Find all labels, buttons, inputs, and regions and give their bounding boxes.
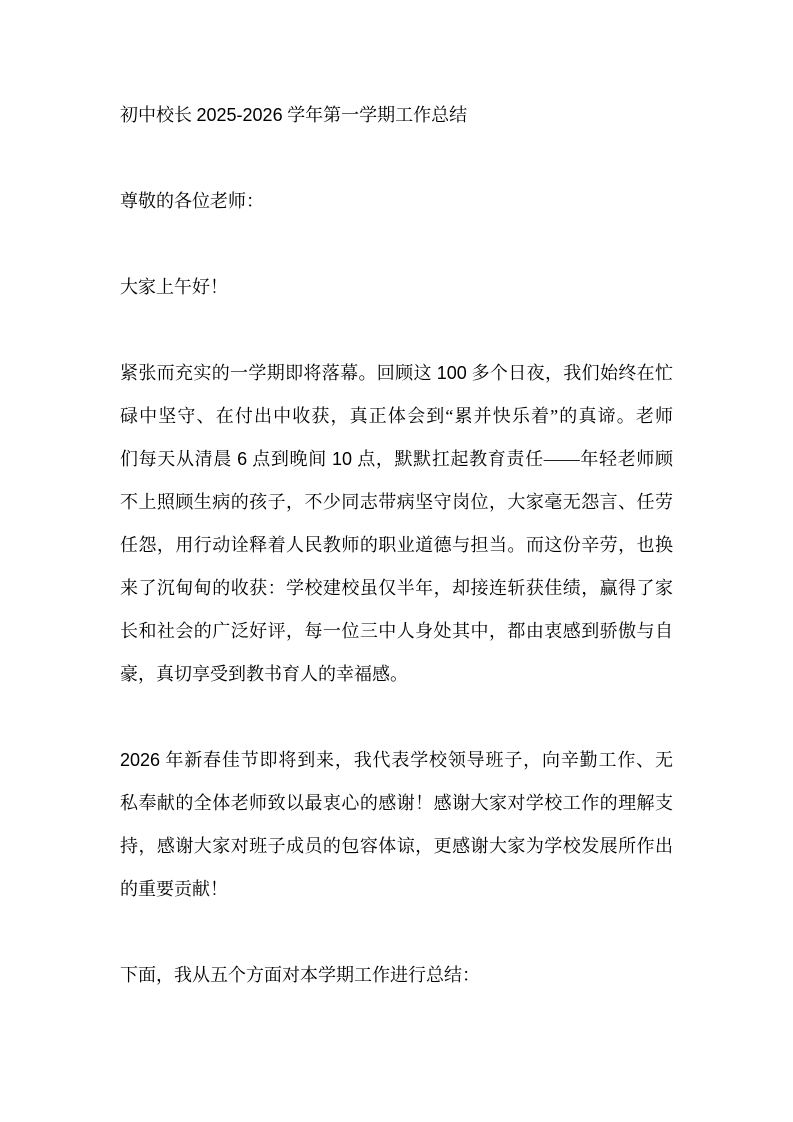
p2-line-3: 持，感谢大家对班子成员的包容体谅，更感谢大家为学校发展所作出 — [120, 836, 673, 856]
p1-l3-text-c: 点，默默扛起教育责任——年轻老师顾 — [352, 449, 674, 469]
p2-line-1 — [120, 739, 673, 782]
p1-l3-text-b: 点到晚间 — [247, 449, 333, 469]
p1-l1-text-a: 紧张而充实的一学期即将落幕。回顾这 — [120, 363, 437, 383]
p1-l3-text-a: 们每天从清晨 — [120, 449, 238, 469]
p2-line-2: 私奉献的全体老师致以最衷心的感谢！感谢大家对学校工作的理解支 — [120, 793, 673, 813]
paragraph-1 — [120, 352, 673, 696]
title-school-year: 2025-2026 — [196, 105, 283, 125]
p1-line-8: 豪，真切享受到教书育人的幸福感。 — [120, 664, 408, 684]
p1-line-3 — [120, 438, 673, 481]
p1-l3-number-night: 10 — [332, 449, 353, 469]
greeting-line: 尊敬的各位老师： — [120, 191, 264, 211]
p2-line-4: 的重要贡献！ — [120, 879, 228, 899]
p1-l1-number-days: 100 — [436, 363, 467, 383]
p1-line-1 — [120, 352, 673, 395]
p1-line-2: 碌中坚守、在付出中收获，真正体会到“累并快乐着”的真谛。老师 — [120, 406, 673, 426]
p1-line-4: 不上照顾生病的孩子，不少同志带病坚守岗位，大家毫无怨言、任劳 — [120, 492, 673, 512]
p1-l3-number-morning: 6 — [237, 449, 248, 469]
title-suffix: 学年第一学期工作总结 — [282, 105, 468, 125]
document-title — [120, 94, 673, 137]
salutation-line: 大家上午好！ — [120, 277, 228, 297]
p1-line-5: 任怨，用行动诠释着人民教师的职业道德与担当。而这份辛劳，也换 — [120, 535, 673, 555]
closing-line: 下面，我从五个方面对本学期工作进行总结： — [120, 965, 480, 985]
p2-l1-text: 年新春佳节即将到来，我代表学校领导班子，向辛勤工作、无 — [160, 750, 673, 770]
paragraph-2 — [120, 739, 673, 911]
p1-line-6: 来了沉甸甸的收获：学校建校虽仅半年，却接连斩获佳绩，赢得了家 — [120, 578, 673, 598]
title-prefix: 初中校长 — [120, 105, 197, 125]
p1-line-7: 长和社会的广泛好评，每一位三中人身处其中，都由衷感到骄傲与自 — [120, 621, 673, 641]
p1-l1-text-b: 多个日夜，我们始终在忙 — [466, 363, 674, 383]
document-body — [120, 94, 673, 997]
p2-l1-number-year: 2026 — [120, 750, 161, 770]
